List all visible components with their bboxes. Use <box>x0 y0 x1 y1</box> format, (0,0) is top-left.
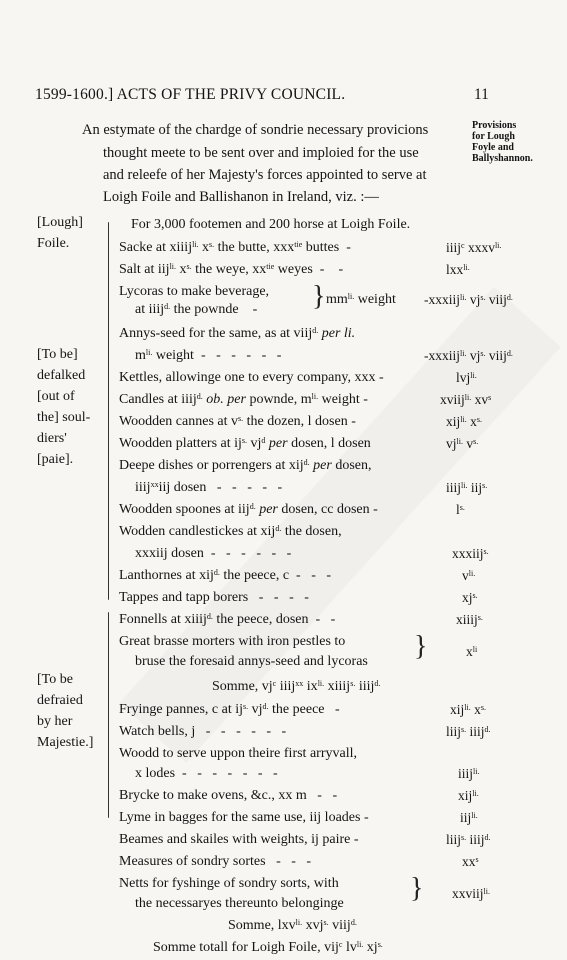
ledger-item: Annys-seed for the same, as at viij$^{d.}$ per li. <box>119 326 356 341</box>
side-note: defalked <box>37 368 86 383</box>
ledger-amount: xxviij$^{li.}$ <box>452 886 490 901</box>
ledger-amount: xiiij$^{s.}$ <box>456 612 483 627</box>
intro-line: thought meete to be sent over and imploied for the use <box>103 145 419 161</box>
side-note: [To be] <box>37 347 78 362</box>
margin-note-line: Foyle and <box>472 142 514 153</box>
ledger-item: Kettles, allowinge one to every company, xxx - <box>119 370 384 385</box>
margin-note-line: Provisions <box>472 120 517 131</box>
ledger-amount: xviij$^{li.}$ $xv^s$ <box>440 392 492 407</box>
ledger-item: the necessaryes thereunto belonginge <box>135 896 344 911</box>
side-note: diers' <box>37 431 67 446</box>
ledger-item: Lanthornes at xij$^{d.}$ the peece, c - - - <box>119 568 332 583</box>
ledger-amount: $vj^{li.}$ $v^{s.}$ <box>446 436 479 451</box>
ledger-item: Deepe dishes or porrengers at xij$^{d.}$ per dosen, <box>119 458 372 473</box>
side-note: [To be <box>37 672 73 687</box>
ledger-amount: iiij$^{li.}$ <box>458 766 480 781</box>
ledger-amount: liij$^{s.}$ iiij$^{d.}$ <box>446 832 491 847</box>
brace: } <box>414 631 428 662</box>
ledger-amount: -xxxiij$^{li.}$ $vj^{s.}$ viij$^{d.}$ <box>424 292 513 307</box>
intro-line: and releefe of her Majesty's forces appointed to serve at <box>103 167 427 183</box>
side-note: Majestie.] <box>37 735 94 750</box>
ledger-item: Woodden platters at $ij^{s.}$ $vj^d$ per dosen, l dosen <box>119 436 371 451</box>
ledger-item: Measures of sondry sortes - - - <box>119 854 312 869</box>
ledger-item: xxxiij dosen - - - - - - <box>135 546 292 561</box>
side-note: [Lough] <box>37 215 83 230</box>
ledger-item: Candles at iiij$^{d.}$ ob. per pownde, $m^{li.}$ weight - <box>119 392 368 407</box>
side-note: [paie]. <box>37 452 74 467</box>
side-note: by her <box>37 714 73 729</box>
ledger-amount: $l^{s.}$ <box>456 502 465 517</box>
ledger-item: $mm^{li.}$ weight <box>326 292 396 307</box>
margin-note-line: for Lough <box>472 131 515 142</box>
ledger-item: Brycke to make ovens, &c., xx m - - <box>119 788 338 803</box>
ledger-item: Beames and skailes with weights, ij paire - <box>119 832 359 847</box>
ledger-item: bruse the foresaid annys-seed and lycoras <box>135 654 368 669</box>
ledger-item: Wodden candlestickes at xij$^{d.}$ the dosen, <box>119 524 342 539</box>
ledger-amount: $v^{li.}$ <box>462 568 476 583</box>
ledger-item: Tappes and tapp borers - - - - <box>119 590 309 605</box>
running-header: 1599-1600.] ACTS OF THE PRIVY COUNCIL. <box>35 86 346 103</box>
side-note: defraied <box>37 693 83 708</box>
brace: } <box>410 873 424 904</box>
ledger-item: Lycoras to make beverage, <box>119 284 270 299</box>
side-note: Foile. <box>37 236 70 251</box>
section-b-brace <box>108 612 109 818</box>
ledger-amount: xij$^{li.}$ $x^{s.}$ <box>450 702 486 717</box>
subtotal: Somme, lxv$^{li.}$ xvj$^{s.}$ viij$^{d.}$ <box>228 918 357 933</box>
ledger-item: Salt at iij$^{li.}$ $x^{s.}$ the weye, $xx^{tie}$ weyes - - <box>119 262 344 277</box>
ledger-amount: iiij$^c$ xxxv$^{li.}$ <box>446 240 502 255</box>
section-a-brace <box>108 222 109 600</box>
ledger-item: Fonnells at xiiij$^{d.}$ the peece, dosen - - <box>119 612 336 627</box>
ledger-amount: lvj$^{li.}$ <box>456 370 477 385</box>
ledger-amount: $xj^{s.}$ <box>462 590 478 605</box>
page-number: 11 <box>474 86 489 103</box>
ledger-item: x lodes - - - - - - - <box>135 766 278 781</box>
ledger-amount: lxx$^{li.}$ <box>446 262 470 277</box>
ledger-item: Sacke at xiiij$^{li.}$ $x^{s.}$ the butte, xxx$^{tie}$ buttes - <box>119 240 351 255</box>
ledger-amount: $xx^s$ <box>462 854 479 869</box>
ledger-item: Woodd to serve uppon theire first arryvall, <box>119 746 357 761</box>
ledger-item: Watch bells, j - - - - - - <box>119 724 287 739</box>
ledger-item: Great brasse morters with iron pestles to <box>119 634 346 649</box>
grand-total: Somme totall for Loigh Foile, vij$^c$ $lv^{li.}$ $xj^{s.}$ <box>153 940 383 955</box>
ledger-amount: liij$^{s.}$ iiij$^{d.}$ <box>446 724 491 739</box>
ledger-item: Lyme in bagges for the same use, iij loades - <box>119 810 369 825</box>
ledger-item: Netts for fyshinge of sondry sorts, with <box>119 876 339 891</box>
ledger-amount: xij$^{li.}$ <box>458 788 479 803</box>
subtotal: Somme, $vj^c$ iiij$^{xx}$ $ix^{li.}$ xiiij$^{s.}$ iiij$^{d.}$ <box>212 679 381 694</box>
intro-line: An estymate of the chardge of sondrie necessary provicions <box>82 122 429 138</box>
ledger-amount: -xxxiij$^{li.}$ $vj^{s.}$ viij$^{d.}$ <box>424 348 513 363</box>
margin-note-line: Ballyshannon. <box>472 153 533 164</box>
ledger-item: Fryinge pannes, c at $ij^{s.}$ $vj^{d.}$ the peece - <box>119 702 340 717</box>
intro-line: Loigh Foile and Ballishanon in Ireland, viz. :— <box>103 189 379 205</box>
ledger-amount: iiij$^{li.}$ iij$^{s.}$ <box>446 480 488 495</box>
ledger-item: Woodden spoones at iij$^{d.}$ per dosen, cc dosen - <box>119 502 378 517</box>
section-heading: For 3,000 footemen and 200 horse at Loigh Foile. <box>131 217 411 232</box>
ledger-amount: xij$^{li.}$ $x^{s.}$ <box>446 414 482 429</box>
side-note: [out of <box>37 389 75 404</box>
ledger-amount: xxxiij$^{s.}$ <box>452 546 489 561</box>
side-note: the] soul- <box>37 410 91 425</box>
ledger-amount: iij$^{li.}$ <box>460 810 478 825</box>
ledger-item: at iiij$^{d.}$ the pownde - <box>135 302 258 317</box>
ledger-item: iiij$^{xx}$iij dosen - - - - - <box>135 480 283 495</box>
ledger-item: $m^{li.}$ weight - - - - - - <box>135 348 282 363</box>
brace: } <box>312 281 326 312</box>
ledger-amount: $x^{li}$ <box>466 644 478 659</box>
ledger-item: Woodden cannes at $v^{s.}$ the dozen, l dosen - <box>119 414 356 429</box>
